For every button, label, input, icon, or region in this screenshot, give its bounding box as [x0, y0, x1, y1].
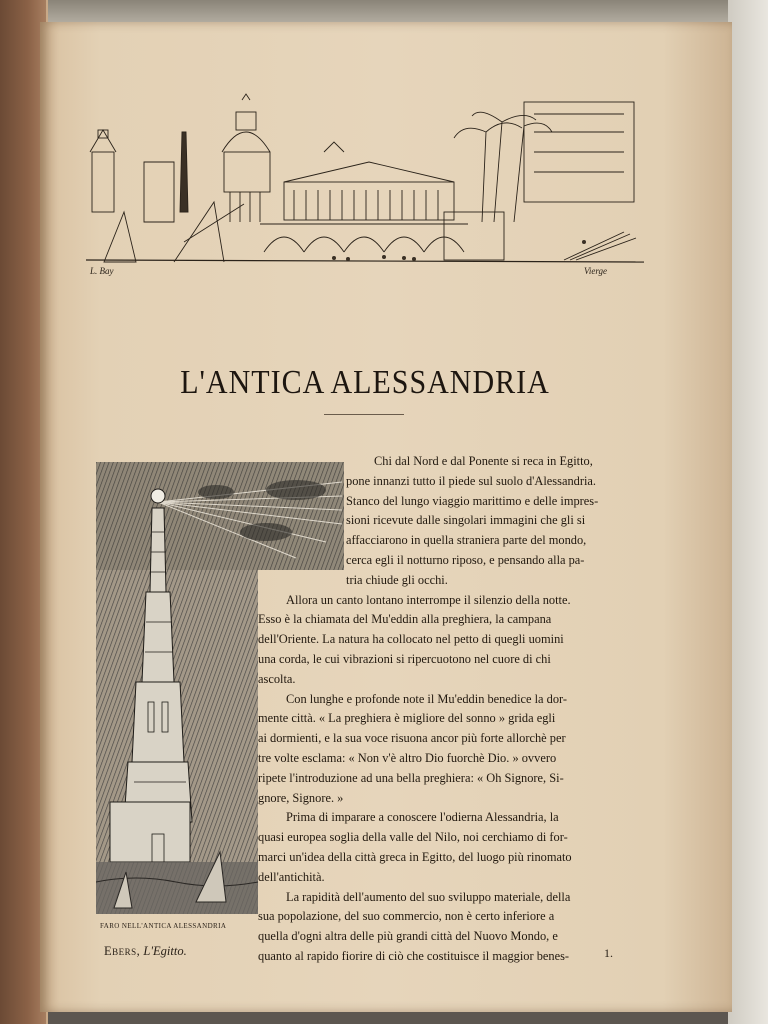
- text-line: cerca egli il notturno riposo, e pensando alla pa-: [346, 552, 585, 567]
- text-line: quanto al rapido fiorire di ciò che costituisce il maggior benes-: [258, 948, 570, 963]
- paragraph-4: [258, 808, 642, 887]
- text-line: Prima di imparare a conoscere l'odierna Alessandria, la: [286, 810, 559, 825]
- text-line: quella d'ogni altra delle più grandi città del Nuovo Mondo, e: [258, 929, 558, 944]
- text-line: Stanco del lungo viaggio marittimo e delle impres-: [346, 493, 599, 508]
- paragraph-1: [346, 452, 642, 591]
- text-line: marci un'idea della città greca in Egitto, del luogo più rinomato: [258, 849, 572, 864]
- text-line: dell'antichità.: [258, 869, 325, 884]
- footer-citation: [104, 944, 187, 959]
- text-line: una corda, le cui vibrazioni si ripercuotono nel cuore di chi: [258, 651, 551, 666]
- article-body: [258, 452, 642, 967]
- text-line: mente città. « La preghiera è migliore del sonno » grida egli: [258, 711, 556, 726]
- text-line: Esso è la chiamata del Mu'eddin alla preghiera, la campana: [258, 612, 552, 627]
- footer-author: Ebers,: [104, 944, 141, 958]
- text-line: ai dormienti, e la sua voce risuona ancor più forte allorchè per: [258, 731, 566, 746]
- text-line: sioni ricevute dalle singolari immagini che gli si: [346, 513, 586, 528]
- svg-text:Vierge: Vierge: [584, 266, 607, 276]
- page-number: 1.: [604, 946, 613, 960]
- background-right: [728, 0, 768, 1024]
- text-line: ripete l'introduzione ad una bella preghiera: « Oh Signore, Si-: [258, 770, 564, 785]
- svg-text:L. Bay: L. Bay: [90, 266, 114, 276]
- text-line: Allora un canto lontano interrompe il silenzio della notte.: [286, 592, 571, 607]
- text-line: Chi dal Nord e dal Ponente si reca in Egitto,: [374, 454, 593, 468]
- text-line: dell'Oriente. La natura ha collocato nel petto di quegli uomini: [258, 632, 564, 647]
- text-line: tria chiude gli occhi.: [346, 572, 448, 587]
- paragraph-5: [258, 888, 642, 967]
- text-line: Con lunghe e profonde note il Mu'eddin benedice la dor-: [286, 691, 568, 706]
- text-line: sua popolazione, del suo commercio, non è certo inferiore a: [258, 909, 555, 924]
- alexandria-panorama-engraving: [84, 92, 646, 278]
- paragraph-2: [258, 591, 642, 690]
- footer-book-title: L'Egitto.: [143, 944, 187, 958]
- text-line: gnore, Signore. »: [258, 790, 344, 805]
- paragraph-3: [258, 690, 642, 809]
- text-line: ascolta.: [258, 671, 296, 686]
- text-line: pone innanzi tutto il piede sul suolo d'Alessandria.: [346, 473, 597, 488]
- text-line: quasi europea soglia della valle del Nilo, noi cerchiamo di for-: [258, 830, 568, 845]
- title-divider: [324, 414, 404, 415]
- page-title: L'ANTICA ALESSANDRIA: [180, 363, 550, 401]
- text-line: affacciarono in quella straniera parte del mondo,: [346, 533, 587, 548]
- text-line: La rapidità dell'aumento del suo sviluppo materiale, della: [286, 889, 571, 904]
- figure-caption: FARO NELL'ANTICA ALESSANDRIA: [100, 922, 227, 930]
- text-line: tre volte esclama: « Non v'è altro Dio fuorchè Dio. » ovvero: [258, 750, 557, 765]
